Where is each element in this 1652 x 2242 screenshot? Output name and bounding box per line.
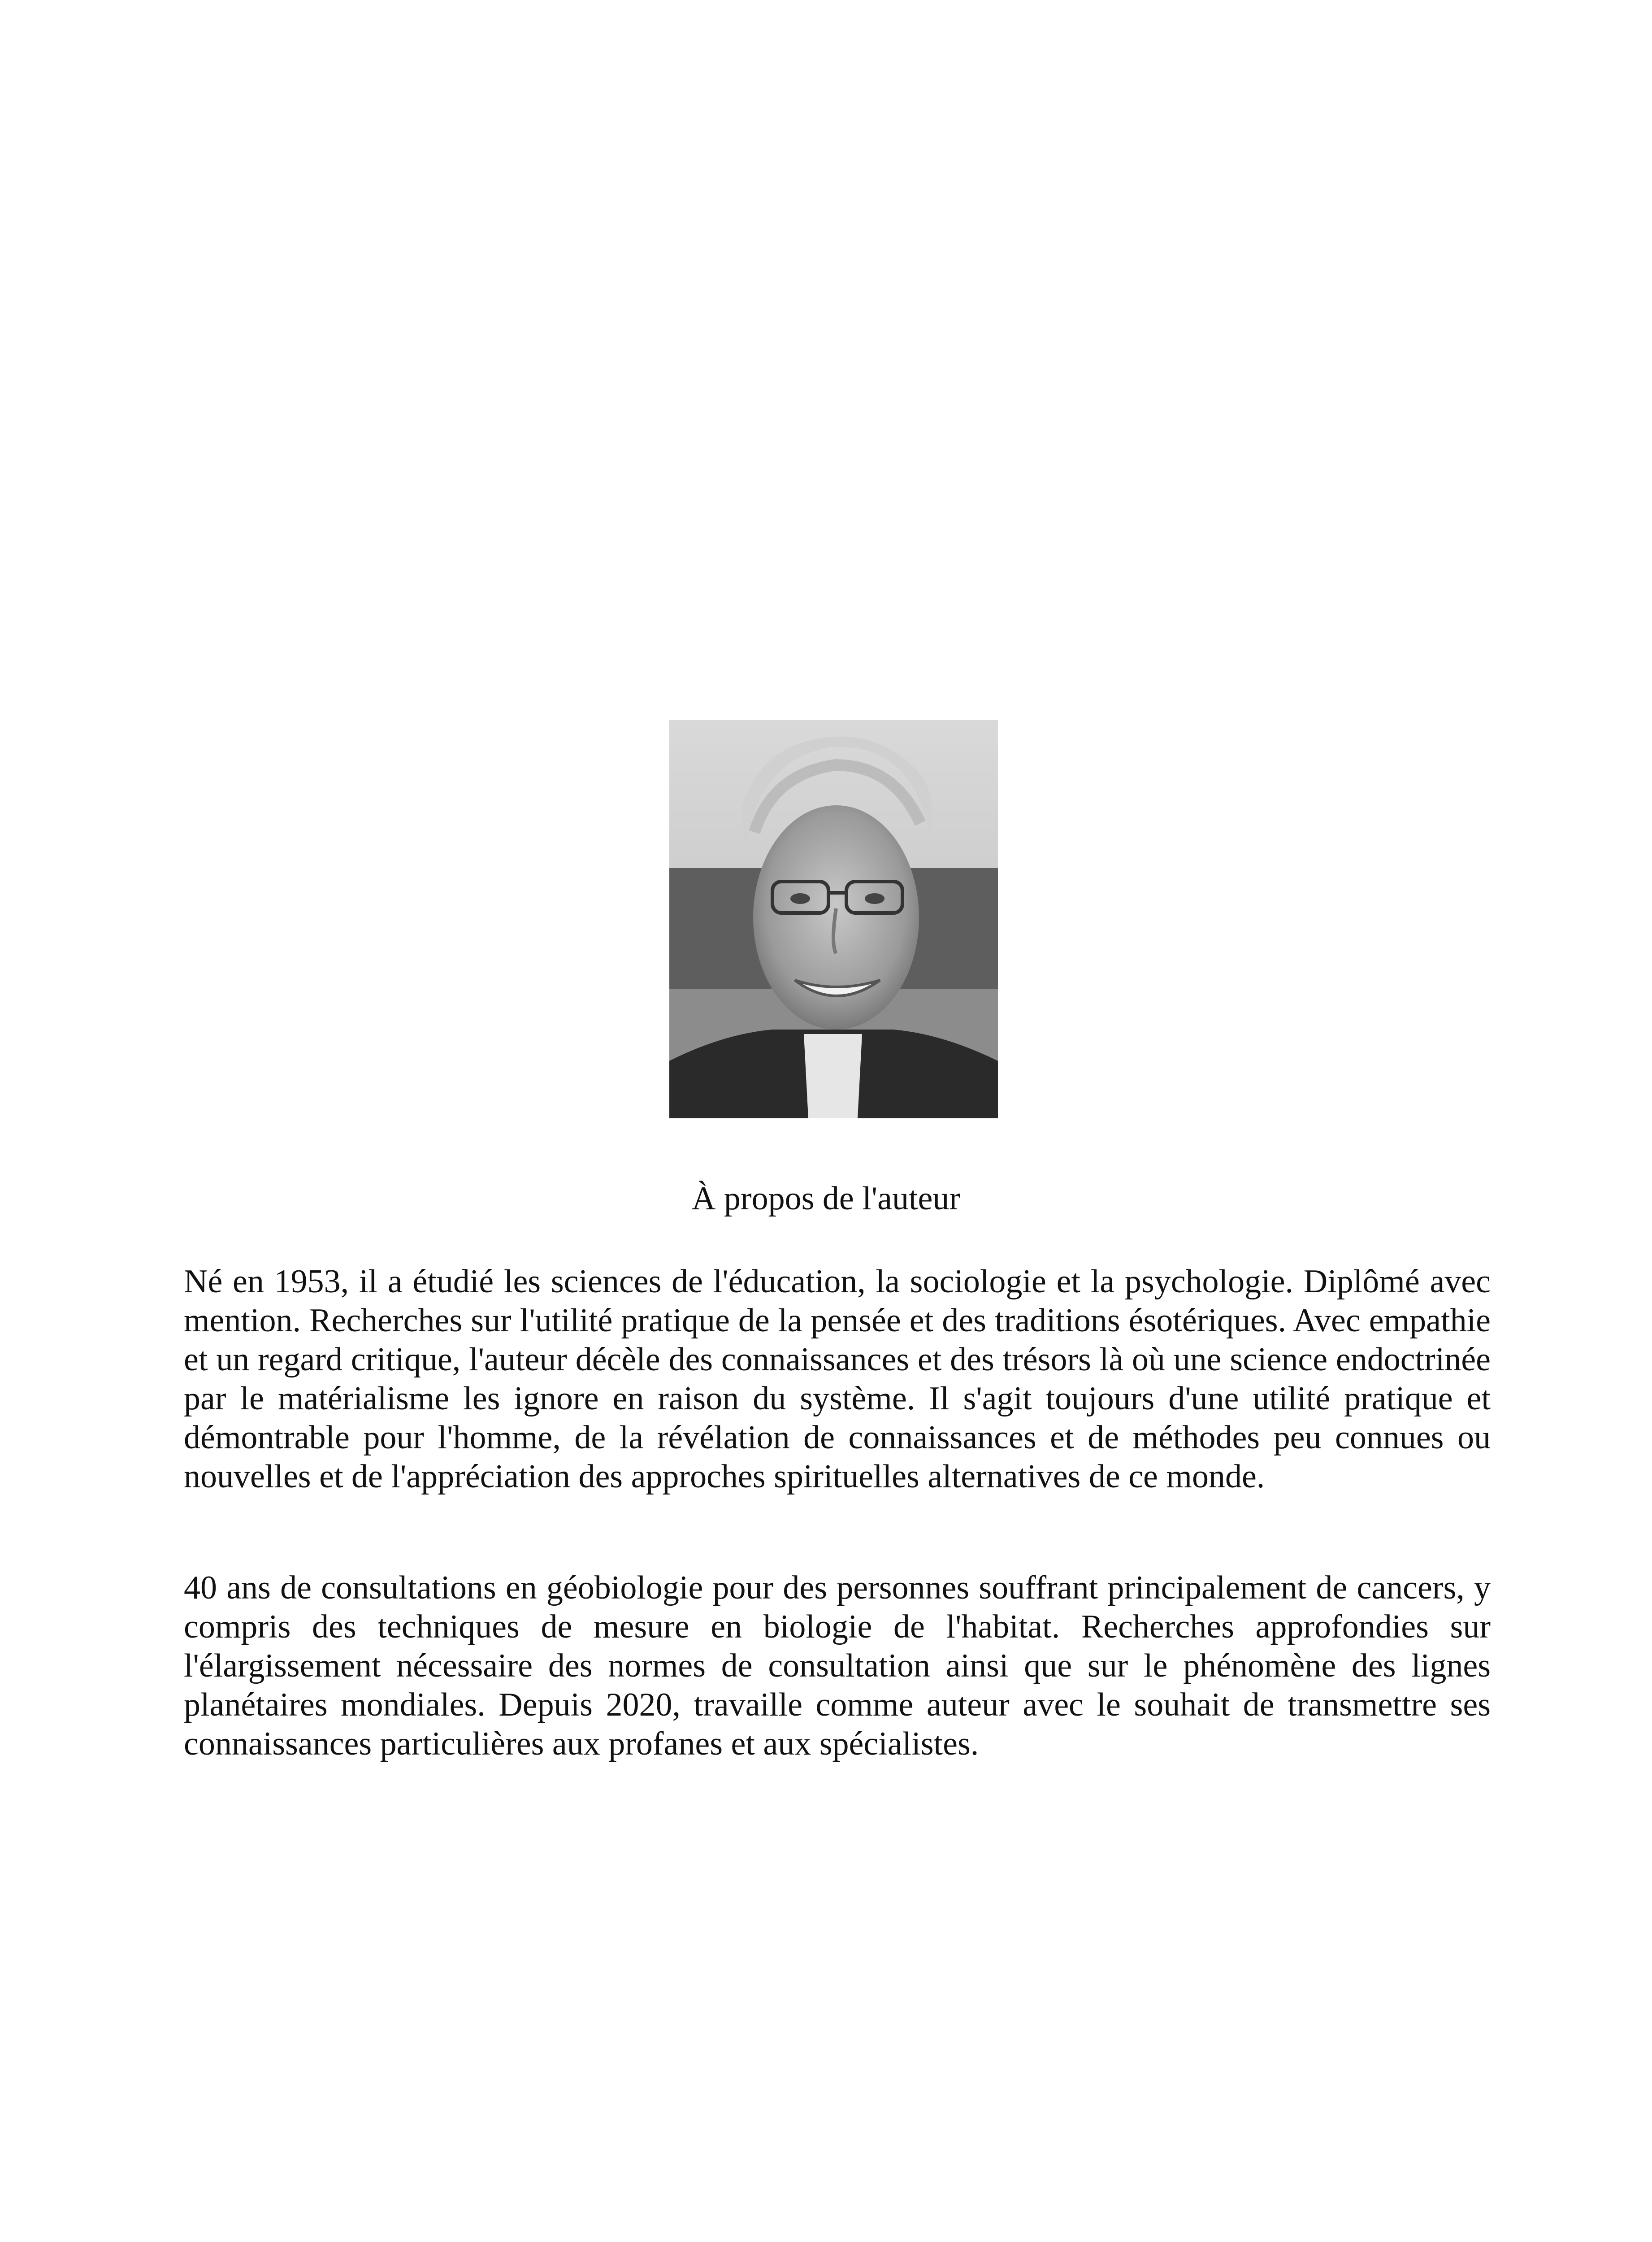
bio-paragraph-2: 40 ans de consultations en géobiologie pour des personnes souffrant principalement de cancers, y compris des techniques de mesure en biologie de l'habitat. Recherches approfondies sur l'élargissement nécessaire des normes de consultation ainsi que sur le phénomène des lignes planétaires mondiales. Depuis 2020, travaille comme auteur avec le souhait de transmettre ses connaissances particulières aux profanes et aux spécialistes. <box>184 1569 1491 1762</box>
about-author-heading: À propos de l'auteur <box>691 1180 960 1217</box>
author-photo <box>669 720 998 1118</box>
bio-paragraph-1: Né en 1953, il a étudié les sciences de l'éducation, la sociologie et la psychologie. Diplômé avec mention. Recherches sur l'utilité pratique de la pensée et des traditions ésotériques. Avec empathie et un regard critique, l'auteur décèle des connaissances et des trésors là où une science endoctrinée par le matérialisme les ignore en raison du système. Il s'agit toujours d'une utilité pratique et démontrable pour l'homme, de la révélation de connaissances et de méthodes peu connues ou nouvelles et de l'appréciation des approches spirituelles alternatives de ce monde. <box>184 1263 1491 1495</box>
author-portrait-image <box>669 720 998 1118</box>
